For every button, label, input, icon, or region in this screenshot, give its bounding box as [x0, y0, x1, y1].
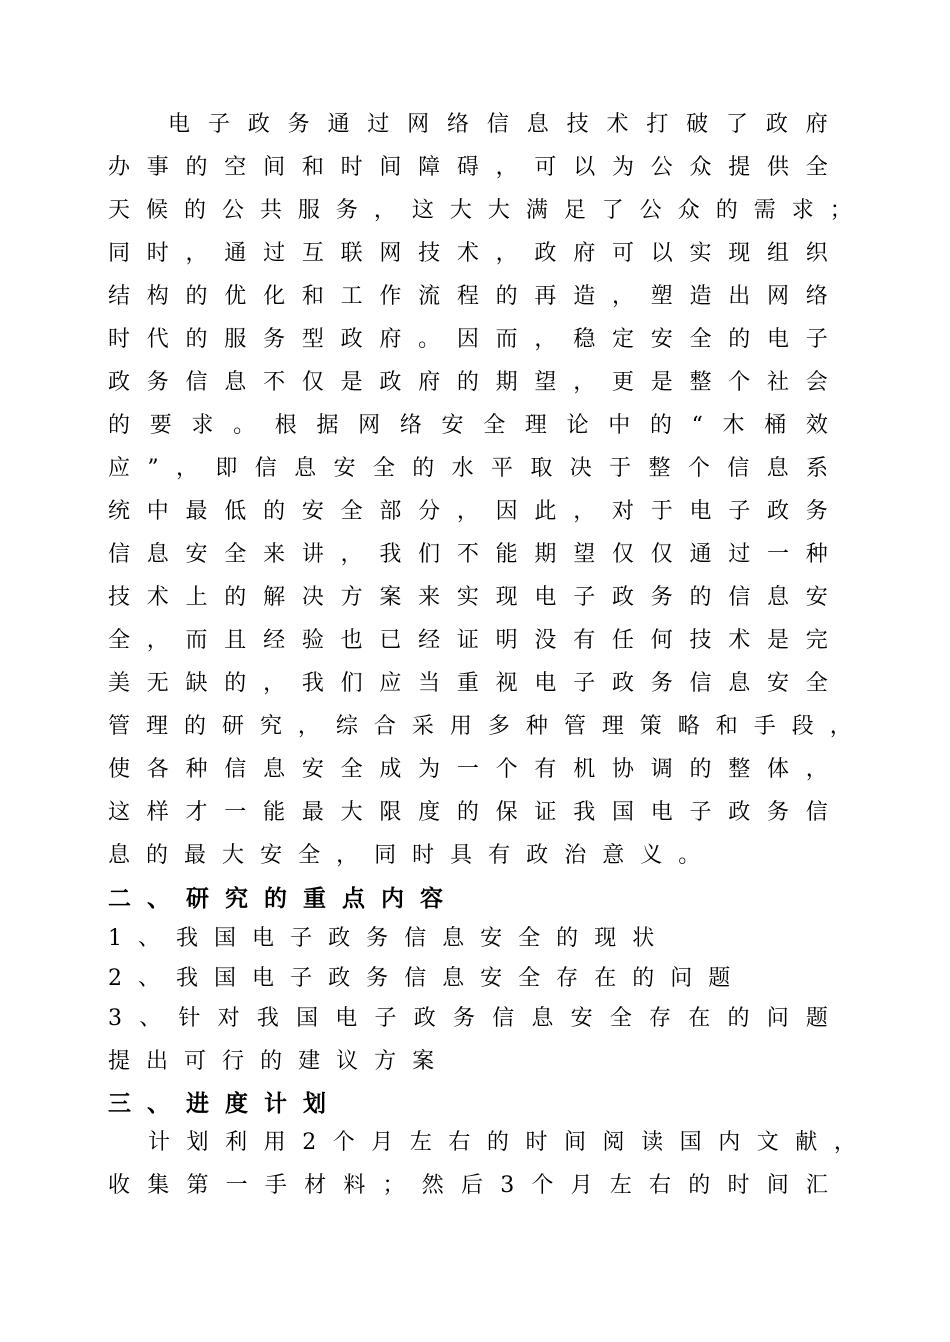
- text-line: 天 候 的 公 共 服 务 ， 这 大 大 满 足 了 公 众 的 需 求 ；: [108, 198, 852, 223]
- text-line: 这 样 才 一 能 最 大 限 度 的 保 证 我 国 电 子 政 务 信: [108, 800, 828, 825]
- text-line: 1 、 我 国 电 子 政 务 信 息 安 全 的 现 状: [108, 926, 655, 951]
- text-line: 提 出 可 行 的 建 议 方 案: [108, 1049, 435, 1074]
- text-line: 息 的 最 大 安 全 ， 同 时 具 有 政 治 意 义 。: [108, 843, 701, 868]
- text-line: 收 集 第 一 手 材 料 ； 然 后 3 个 月 左 右 的 时 间 汇: [108, 1173, 828, 1198]
- text-line: 2 、 我 国 电 子 政 务 信 息 安 全 存 在 的 问 题: [108, 966, 731, 991]
- text-line: 结 构 的 优 化 和 工 作 流 程 的 再 造 ， 塑 造 出 网 络: [108, 284, 828, 309]
- text-line: 时 代 的 服 务 型 政 府 。 因 而 ， 稳 定 安 全 的 电 子: [108, 327, 828, 352]
- text-line: 政 务 信 息 不 仅 是 政 府 的 期 望 ， 更 是 整 个 社 会: [108, 370, 828, 395]
- section-heading: 二 、 研 究 的 重 点 内 容: [108, 886, 443, 912]
- text-line: 办 事 的 空 间 和 时 间 障 碍 ， 可 以 为 公 众 提 供 全: [108, 155, 828, 180]
- text-line: 应 ” ， 即 信 息 安 全 的 水 平 取 决 于 整 个 信 息 系: [108, 456, 828, 481]
- section-heading: 三 、 进 度 计 划: [108, 1091, 326, 1117]
- text-line: 管 理 的 研 究 ， 综 合 采 用 多 种 管 理 策 略 和 手 段 ，: [108, 714, 852, 739]
- text-line: 使 各 种 信 息 安 全 成 为 一 个 有 机 协 调 的 整 体 ，: [108, 757, 828, 782]
- text-line: 电 子 政 务 通 过 网 络 信 息 技 术 打 破 了 政 府: [168, 112, 828, 137]
- text-line: 信 息 安 全 来 讲 ， 我 们 不 能 期 望 仅 仅 通 过 一 种: [108, 542, 828, 567]
- text-line: 同 时 ， 通 过 互 联 网 技 术 ， 政 府 可 以 实 现 组 织: [108, 241, 828, 266]
- text-line: 3 、 针 对 我 国 电 子 政 务 信 息 安 全 存 在 的 问 题: [108, 1006, 828, 1031]
- text-line: 美 无 缺 的 ， 我 们 应 当 重 视 电 子 政 务 信 息 安 全: [108, 671, 828, 696]
- text-line: 技 术 上 的 解 决 方 案 来 实 现 电 子 政 务 的 信 息 安: [108, 585, 828, 610]
- text-line: 全 ， 而 且 经 验 也 已 经 证 明 没 有 任 何 技 术 是 完: [108, 628, 828, 653]
- text-line: 计 划 利 用 2 个 月 左 右 的 时 间 阅 读 国 内 文 献 ，: [148, 1130, 856, 1155]
- text-line: 统 中 最 低 的 安 全 部 分 ， 因 此 ， 对 于 电 子 政 务: [108, 499, 828, 524]
- text-line: 的 要 求 。 根 据 网 络 安 全 理 论 中 的 “ 木 桶 效: [108, 413, 828, 438]
